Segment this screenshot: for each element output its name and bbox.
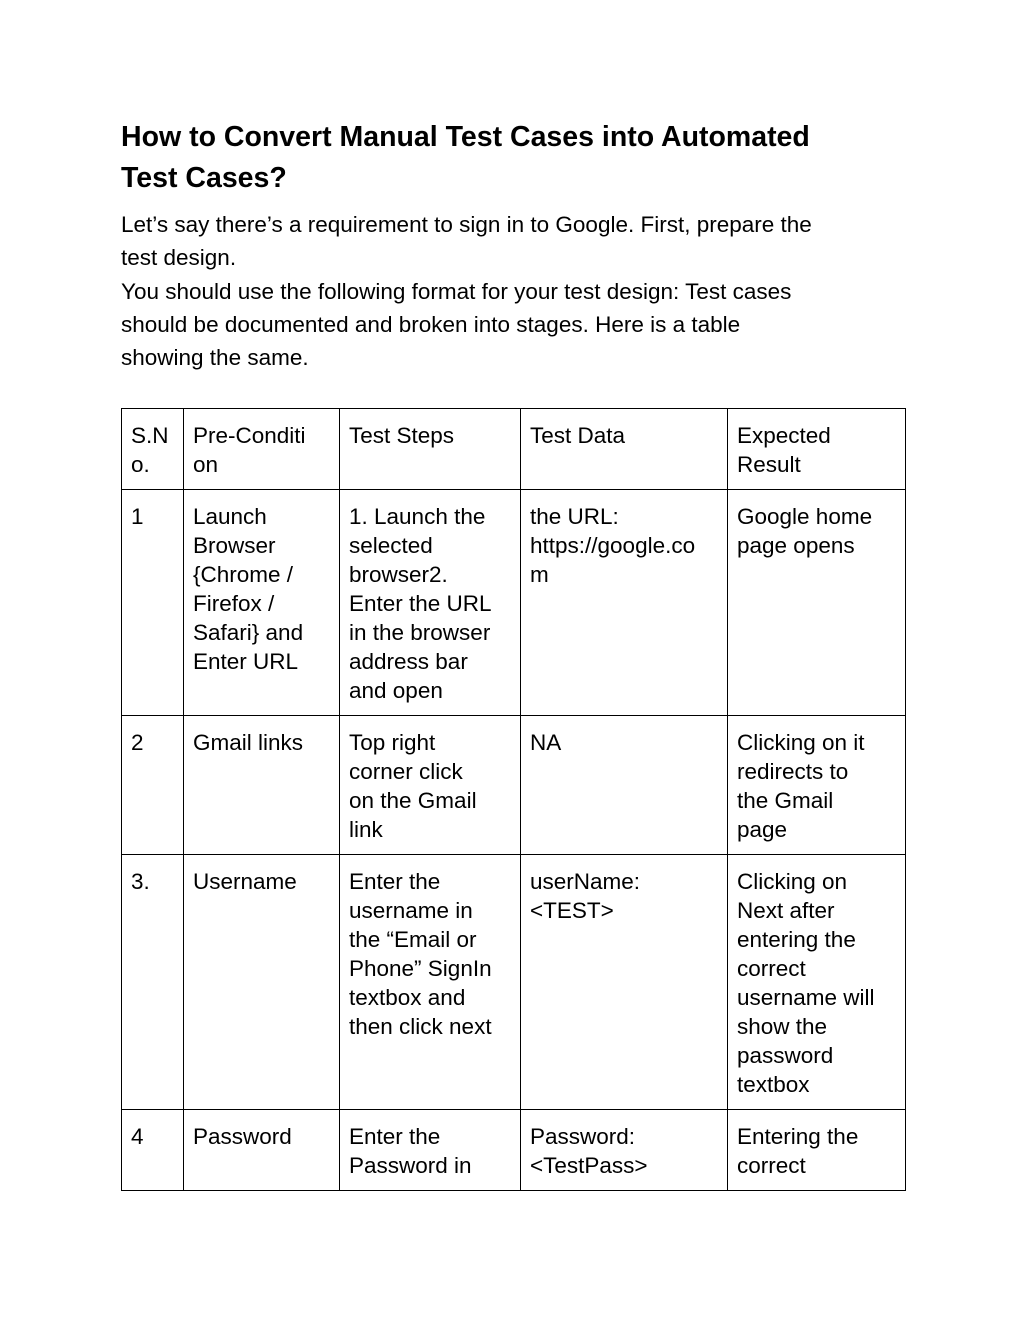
cell-line: Expected bbox=[737, 423, 831, 448]
cell-pre-condition bbox=[184, 490, 340, 716]
cell-line: Password in bbox=[349, 1153, 472, 1178]
cell-line: Safari} and bbox=[193, 620, 304, 645]
header-cell-test-data bbox=[521, 409, 728, 490]
cell-line: 3. bbox=[131, 869, 150, 894]
cell-test-steps bbox=[340, 490, 521, 716]
cell-line: selected bbox=[349, 533, 433, 558]
header-cell-pre-condition bbox=[184, 409, 340, 490]
cell-line: textbox and bbox=[349, 985, 466, 1010]
cell-line: Test Data bbox=[530, 423, 626, 448]
cell-line: Test Steps bbox=[349, 423, 455, 448]
cell-line: Username bbox=[193, 869, 297, 894]
cell-line: entering the bbox=[737, 927, 856, 952]
intro-line: Let’s say there’s a requirement to sign in to Google. First, prepare the bbox=[121, 212, 812, 237]
test-case-table-body bbox=[122, 409, 906, 1191]
cell-sno bbox=[122, 1110, 184, 1191]
cell-line: {Chrome / bbox=[193, 562, 294, 587]
cell-line: m bbox=[530, 562, 549, 587]
table-row bbox=[122, 855, 906, 1110]
cell-line: correct bbox=[737, 1153, 806, 1178]
cell-line: in the browser bbox=[349, 620, 491, 645]
cell-line: 2 bbox=[131, 730, 144, 755]
cell-line: Entering the bbox=[737, 1124, 859, 1149]
cell-test-data bbox=[521, 716, 728, 855]
cell-test-data bbox=[521, 490, 728, 716]
cell-line: NA bbox=[530, 730, 562, 755]
document-body bbox=[121, 117, 906, 374]
cell-line: o. bbox=[131, 452, 150, 477]
cell-line: then click next bbox=[349, 1014, 492, 1039]
cell-line: Firefox / bbox=[193, 591, 275, 616]
cell-line: textbox bbox=[737, 1072, 810, 1097]
intro-line: test design. bbox=[121, 245, 237, 271]
document-title bbox=[121, 117, 906, 199]
cell-line: the URL: bbox=[530, 504, 619, 529]
cell-pre-condition bbox=[184, 855, 340, 1110]
intro-line: should be documented and broken into stages. Here is a table bbox=[121, 311, 741, 337]
header-cell-sno bbox=[122, 409, 184, 490]
cell-line: Launch bbox=[193, 504, 267, 529]
header-cell-expected-result bbox=[728, 409, 906, 490]
cell-line: page opens bbox=[737, 533, 855, 558]
cell-line: correct bbox=[737, 956, 806, 981]
cell-sno bbox=[122, 855, 184, 1110]
intro-line: showing the same. bbox=[121, 345, 309, 371]
cell-line: Clicking on bbox=[737, 869, 848, 894]
cell-line: the Gmail bbox=[737, 788, 834, 813]
cell-test-steps bbox=[340, 716, 521, 855]
cell-line: show the bbox=[737, 1014, 828, 1039]
intro-line: You should use the following format for your test design: Test cases bbox=[121, 278, 792, 304]
cell-line: on bbox=[193, 452, 219, 477]
cell-line: Gmail links bbox=[193, 730, 304, 755]
cell-line: username in bbox=[349, 898, 473, 923]
cell-line: on the Gmail bbox=[349, 788, 477, 813]
cell-line: redirects to bbox=[737, 759, 849, 784]
cell-line: Enter the bbox=[349, 869, 441, 894]
cell-expected-result bbox=[728, 716, 906, 855]
cell-line: Google home bbox=[737, 504, 873, 529]
cell-line: password bbox=[737, 1043, 834, 1068]
cell-line: address bar bbox=[349, 649, 468, 674]
cell-line: 1. Launch the bbox=[349, 504, 486, 529]
cell-line: corner click bbox=[349, 759, 463, 784]
cell-line: Password: bbox=[530, 1124, 636, 1149]
cell-expected-result bbox=[728, 1110, 906, 1191]
cell-line: 1 bbox=[131, 504, 144, 529]
cell-line: Enter URL bbox=[193, 649, 299, 674]
cell-line: and open bbox=[349, 678, 443, 703]
cell-line: Pre-Conditi bbox=[193, 423, 306, 448]
cell-test-steps bbox=[340, 1110, 521, 1191]
cell-line: Enter the URL bbox=[349, 591, 492, 616]
cell-line: link bbox=[349, 817, 383, 842]
cell-expected-result bbox=[728, 490, 906, 716]
header-cell-test-steps bbox=[340, 409, 521, 490]
cell-line: 4 bbox=[131, 1124, 144, 1149]
cell-test-steps bbox=[340, 855, 521, 1110]
cell-test-data bbox=[521, 855, 728, 1110]
cell-pre-condition bbox=[184, 716, 340, 855]
cell-line: https://google.co bbox=[530, 533, 696, 558]
cell-line: Phone” SignIn bbox=[349, 956, 492, 981]
cell-line: Clicking on it bbox=[737, 730, 865, 755]
cell-line: page bbox=[737, 817, 788, 842]
test-case-table bbox=[121, 408, 906, 1191]
cell-sno bbox=[122, 716, 184, 855]
cell-line: userName: bbox=[530, 869, 641, 894]
cell-line: Browser bbox=[193, 533, 276, 558]
cell-line: Enter the bbox=[349, 1124, 441, 1149]
intro-text bbox=[121, 208, 906, 374]
cell-line: Top right bbox=[349, 730, 436, 755]
cell-line: Next after bbox=[737, 898, 835, 923]
table-row bbox=[122, 1110, 906, 1191]
cell-line: Password bbox=[193, 1124, 292, 1149]
table-row bbox=[122, 490, 906, 716]
cell-line: Result bbox=[737, 452, 801, 477]
cell-pre-condition bbox=[184, 1110, 340, 1191]
cell-sno bbox=[122, 490, 184, 716]
cell-expected-result bbox=[728, 855, 906, 1110]
table-header-row bbox=[122, 409, 906, 490]
table-row bbox=[122, 716, 906, 855]
title-line: Test Cases? bbox=[121, 162, 287, 194]
cell-line: username will bbox=[737, 985, 875, 1010]
cell-test-data bbox=[521, 1110, 728, 1191]
cell-line: S.N bbox=[131, 423, 169, 448]
cell-line: browser2. bbox=[349, 562, 448, 587]
cell-line: <TEST> bbox=[530, 898, 614, 923]
cell-line: the “Email or bbox=[349, 927, 477, 952]
cell-line: <TestPass> bbox=[530, 1153, 648, 1178]
title-line: How to Convert Manual Test Cases into Automated bbox=[121, 121, 810, 153]
